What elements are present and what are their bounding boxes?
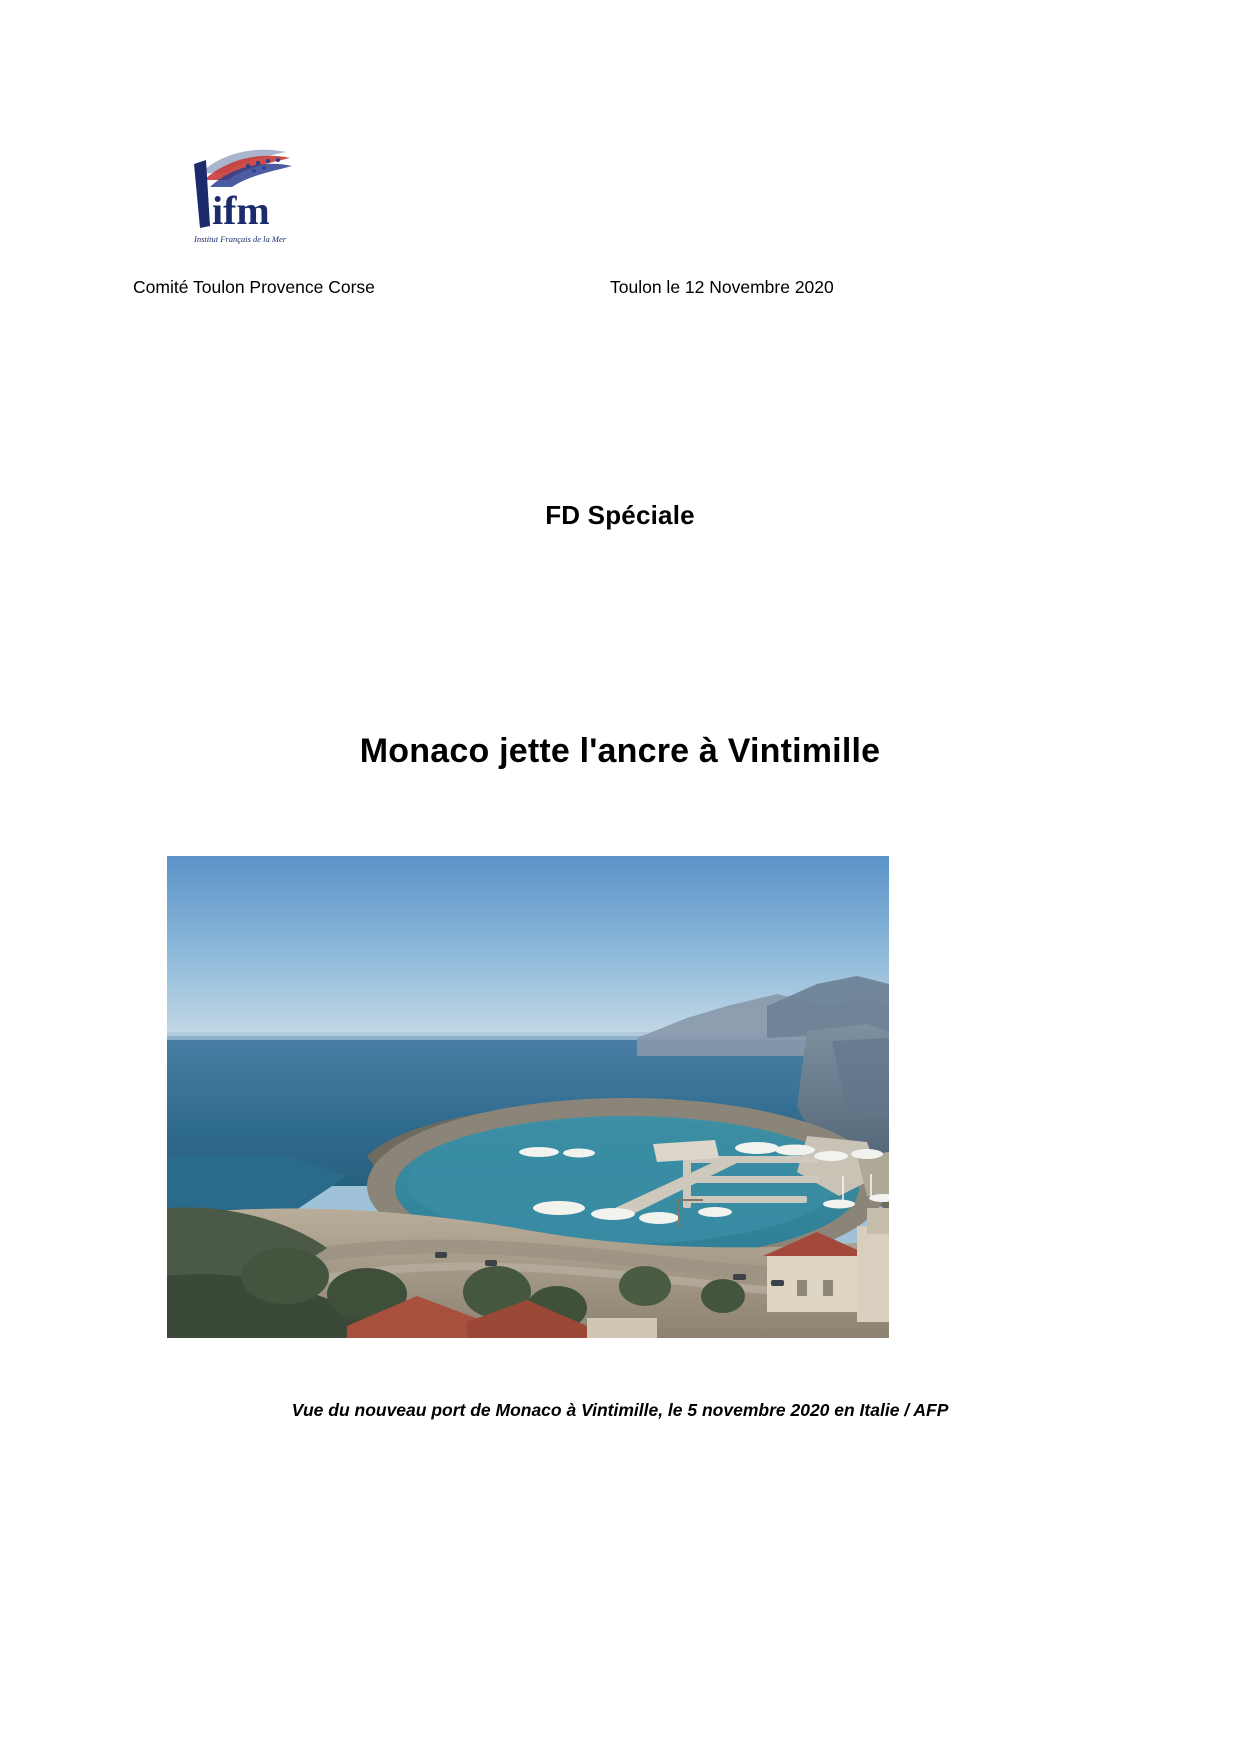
ifm-logo-icon: [170, 130, 330, 255]
figure-image: [167, 856, 889, 1338]
document-subject: FD Spéciale: [545, 500, 695, 530]
harbour-photo: [167, 856, 889, 1338]
ifm-logo: [170, 130, 330, 255]
document-header: [133, 275, 1108, 299]
svg-text:ifm: ifm: [212, 188, 270, 233]
committee-name: Comité Toulon Provence Corse: [133, 277, 375, 297]
page-title: Monaco jette l'ancre à Vintimille: [359, 732, 881, 770]
figure-caption: Vue du nouveau port de Monaco à Vintimille, le 5 novembre 2020 en Italie / AFP: [291, 1400, 949, 1420]
place-and-date: Toulon le 12 Novembre 2020: [610, 277, 834, 297]
svg-text:Institut Français de la Mer: Institut Français de la Mer: [194, 234, 287, 244]
